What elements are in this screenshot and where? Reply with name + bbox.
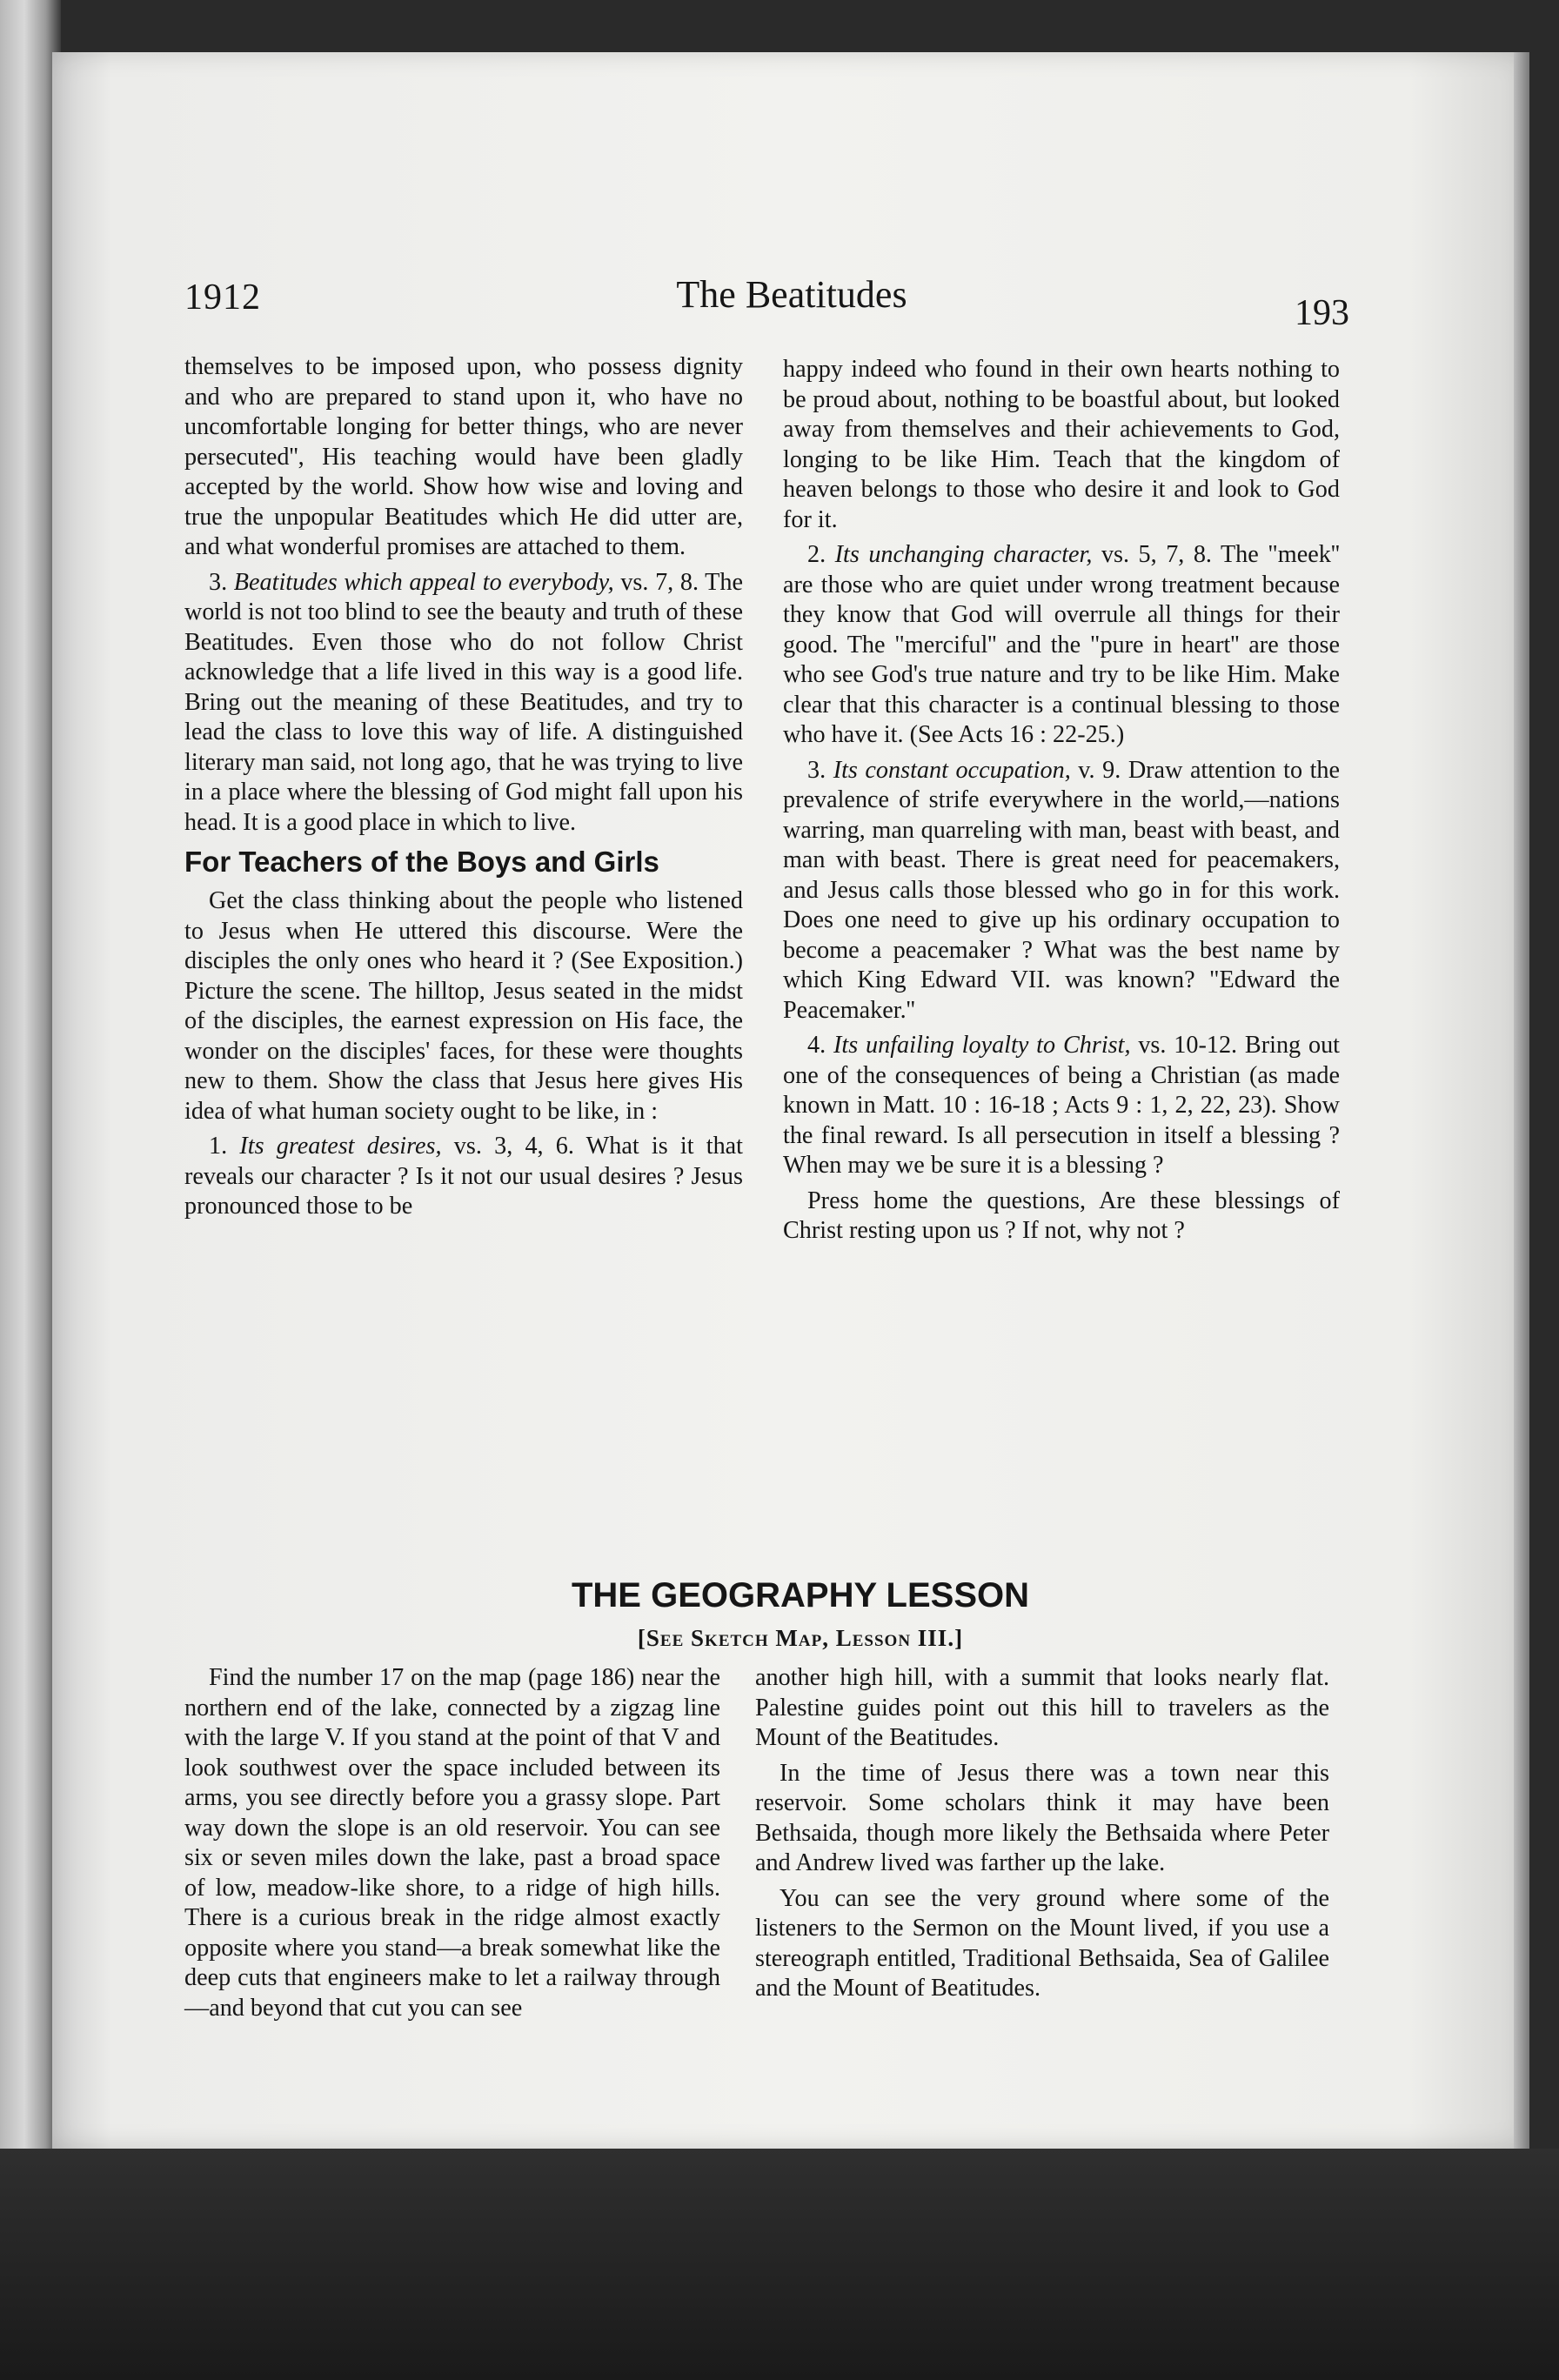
paragraph-heading: Its unfailing loyalty to Christ, xyxy=(833,1032,1131,1059)
running-title: The Beatitudes xyxy=(676,273,907,316)
paragraph: 3. Its constant occupation, v. 9. Draw attention to the prevalence of strife everywhere in the world,—nations warring, man quarreling with man, beast with beast, and man with beast. There is great need for peacemakers, and Jesus calls those blessed who go in for this work. Does one need to give up his ordinary occupation to become a peacemaker ? What was the best name by which King Edward VII. was known? "Edward the Peacemaker.'' xyxy=(783,756,1341,1024)
paragraph: 1. Its greatest desires, vs. 3, 4, 6. What is it that reveals our character ? Is it not our usual desires ? Jesus pronounced those to be xyxy=(184,1133,744,1220)
paragraph: Find the number 17 on the map (page 186) near the northern end of the lake, connected by a zigzag line with the large V. If you stand at the point of that V and look southwest over the space included between its arms, you see directly before you a grassy slope. Part way down the slope is an old reservoir. You can see six or seven miles down the lake, past a broad space of low, meadow-like shore, to a ridge of high hills. There is a curious break in the ridge almost exactly opposite where you stand—a break somewhat like the deep cuts that engineers make to let a railway through—and beyond that cut you can see xyxy=(184,1664,720,2022)
paragraph: 3. Beatitudes which appeal to everybody, vs. 7, 8. The world is not too blind to see the beauty and truth of these Beatitudes. Even those who do not follow Christ acknowledge that a life lived in this way is a good life. Bring out the meaning of these Beatitudes, and try to lead the class to love this way of life. A distinguished literary man said, not long ago, that he was trying to live in a place where the blessing of God might fall upon his head. It is a good place in which to live. xyxy=(184,568,743,836)
paragraph: another high hill, with a summit that looks nearly flat. Palestine guides point out this hill to travelers as the Mount of the Beatitudes. xyxy=(755,1664,1329,1751)
geography-left-column xyxy=(184,1663,720,2023)
page-edge xyxy=(1514,52,1529,2149)
header-year: 1912 xyxy=(184,277,261,318)
paragraph: happy indeed who found in their own hearts nothing to be proud about, nothing to be boastful about, but looked away from themselves and their achievements to God, longing to be like Him. Teach that the kingdom of heaven belongs to those who desire it and look to God for it. xyxy=(783,356,1340,533)
paragraph: You can see the very ground where some of the listeners to the Sermon on the Mount lived, if you use a stereograph entitled, Traditional Bethsaida, Sea of Galilee and the Mount of Beatitudes. xyxy=(755,1884,1329,2002)
right-column xyxy=(783,355,1340,1247)
geography-right-column xyxy=(755,1663,1329,2004)
paragraph: 4. Its unfailing loyalty to Christ, vs. 10-12. Bring out one of the consequences of being a Christian (as made known in Matt. 10 : 16-18 ; Acts 9 : 1, 2, 22, 23). Show the final reward. Is all persecution in itself a blessing ? When may we be sure it is a blessing ? xyxy=(783,1032,1340,1179)
section-subheading: For Teachers of the Boys and Girls xyxy=(184,846,659,878)
paragraph: themselves to be imposed upon, who possess dignity and who are prepared to stand upon it, who have no uncomfortable longing for better things, who are never persecuted'', His teaching would have been gladly accepted by the world. Show how wise and loving and true the unpopular Beatitudes which He did utter are, and what wonderful promises are attached to them. xyxy=(184,353,743,560)
paragraph: Press home the questions, Are these blessings of Christ resting upon us ? If not, why not ? xyxy=(783,1187,1340,1244)
left-column xyxy=(184,352,743,1222)
scan-background xyxy=(0,2149,1559,2380)
page-number: 193 xyxy=(1295,293,1349,333)
geography-lesson-title: THE GEOGRAPHY LESSON xyxy=(571,1576,1029,1615)
paragraph: 2. Its unchanging character, vs. 5, 7, 8. The "meek'' are those who are quiet under wrong treatment because they know that God will overrule all things for their good. The "merciful'' and the "pure in heart'' are those who see God's true nature and try to be like Him. Make clear that this character is a continual blessing to those who have it. (See Acts 16 : 22-25.) xyxy=(783,541,1340,748)
paragraph-heading: Its greatest desires, xyxy=(239,1133,442,1160)
paragraph: In the time of Jesus there was a town near this reservoir. Some scholars think it may have been Bethsaida, though more likely the Bethsaida where Peter and Andrew lived was farther up the lake. xyxy=(755,1759,1329,1876)
paragraph-heading: Beatitudes which appeal to everybody, xyxy=(233,568,614,596)
geography-lesson-subtitle: [See Sketch Map, Lesson III.] xyxy=(637,1625,964,1651)
paragraph-heading: Its unchanging character, xyxy=(834,541,1093,568)
paragraph-heading: Its constant occupation, xyxy=(833,756,1071,784)
paragraph: Get the class thinking about the people who listened to Jesus when He uttered this discourse. Were the disciples the only ones who heard it ? (See Exposition.) Picture the scene. The hilltop, Jesus seated in the midst of the disciples, the earnest expression on His face, the wonder on the disciples' faces, for these were thoughts new to them. Show the class that Jesus here gives His idea of what human society ought to be like, in : xyxy=(184,887,743,1125)
